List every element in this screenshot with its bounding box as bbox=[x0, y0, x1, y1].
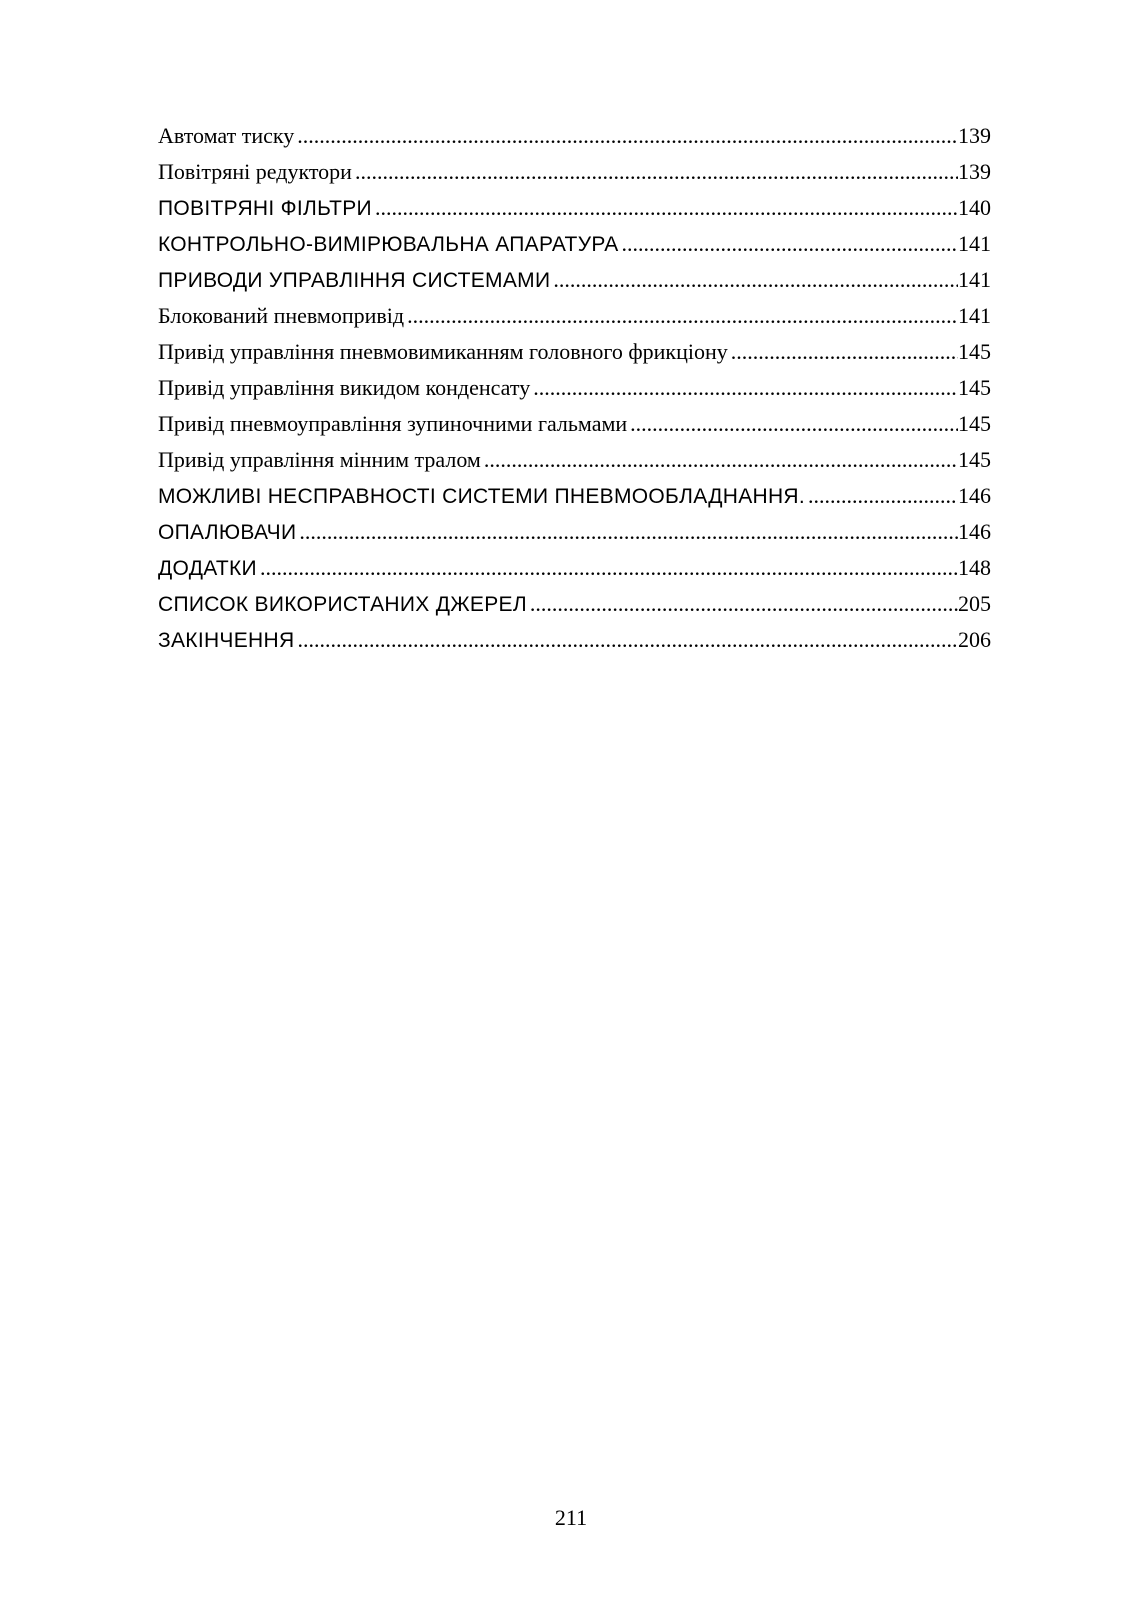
toc-entry[interactable] bbox=[158, 262, 991, 298]
toc-dot-leader bbox=[622, 226, 958, 262]
toc-dot-leader bbox=[530, 586, 958, 622]
toc-entry[interactable] bbox=[158, 298, 991, 334]
toc-entry-title: Автомат тиску bbox=[158, 123, 295, 148]
toc-dot-leader bbox=[533, 370, 958, 406]
toc-entry[interactable] bbox=[158, 622, 991, 658]
toc-entry-title: Привід управління пневмовимиканням головного фрикціону bbox=[158, 339, 728, 364]
toc-dot-leader bbox=[297, 118, 958, 154]
toc-entry-page: 139 bbox=[958, 123, 991, 148]
toc-entry-page: 205 bbox=[958, 591, 991, 616]
toc-entry-page: 146 bbox=[958, 483, 991, 508]
toc-entry[interactable] bbox=[158, 478, 991, 514]
toc-dot-leader bbox=[299, 514, 958, 550]
toc-entry-page: 139 bbox=[958, 159, 991, 184]
toc-dot-leader bbox=[484, 442, 958, 478]
toc-dot-leader bbox=[355, 154, 958, 190]
toc-entry-page: 145 bbox=[958, 375, 991, 400]
toc-entry-title: ПОВІТРЯНІ ФІЛЬТРИ bbox=[158, 197, 372, 220]
toc-entry[interactable] bbox=[158, 514, 991, 550]
toc-dot-leader bbox=[553, 262, 958, 298]
toc-entry-title: Повітряні редуктори bbox=[158, 159, 352, 184]
toc-dot-leader bbox=[731, 334, 958, 370]
toc-entry[interactable] bbox=[158, 118, 991, 154]
toc-entry-page: 146 bbox=[958, 519, 991, 544]
toc-entry-title: СПИСОК ВИКОРИСТАНИХ ДЖЕРЕЛ bbox=[158, 593, 527, 616]
toc-entry[interactable] bbox=[158, 334, 991, 370]
toc-entry-title: Привід управління мінним тралом bbox=[158, 447, 481, 472]
page-number: 211 bbox=[554, 1505, 588, 1530]
toc-entry-title: Блокований пневмопривід bbox=[158, 303, 405, 328]
toc-entry-title: ДОДАТКИ bbox=[158, 557, 257, 580]
toc-entry-title: Привід управління викидом конденсату bbox=[158, 375, 531, 400]
toc-entry[interactable] bbox=[158, 550, 991, 586]
toc-entry-page: 145 bbox=[958, 339, 991, 364]
table-of-contents bbox=[158, 118, 991, 658]
toc-entry-page: 148 bbox=[958, 555, 991, 580]
toc-entry-page: 145 bbox=[958, 447, 991, 472]
toc-entry-title: Привід пневмоуправління зупиночними гальмами bbox=[158, 411, 628, 436]
toc-entry[interactable] bbox=[158, 586, 991, 622]
toc-entry-title: ЗАКІНЧЕННЯ bbox=[158, 629, 295, 652]
toc-entry-page: 141 bbox=[958, 231, 991, 256]
toc-entry-title: КОНТРОЛЬНО-ВИМІРЮВАЛЬНА АПАРАТУРА bbox=[158, 233, 619, 256]
toc-entry-page: 206 bbox=[958, 627, 991, 652]
toc-entry-title: ПРИВОДИ УПРАВЛІННЯ СИСТЕМАМИ bbox=[158, 269, 551, 292]
toc-entry-page: 145 bbox=[958, 411, 991, 436]
toc-entry-title: МОЖЛИВІ НЕСПРАВНОСТІ СИСТЕМИ ПНЕВМООБЛАДНАННЯ. bbox=[158, 485, 806, 508]
toc-entry[interactable] bbox=[158, 226, 991, 262]
toc-entry-page: 141 bbox=[958, 303, 991, 328]
toc-dot-leader bbox=[808, 478, 958, 514]
toc-entry-page: 141 bbox=[958, 267, 991, 292]
toc-entry[interactable] bbox=[158, 442, 991, 478]
toc-entry-title: ОПАЛЮВАЧИ bbox=[158, 521, 297, 544]
toc-entry[interactable] bbox=[158, 406, 991, 442]
toc-dot-leader bbox=[407, 298, 958, 334]
toc-entry[interactable] bbox=[158, 154, 991, 190]
toc-entry[interactable] bbox=[158, 190, 991, 226]
toc-dot-leader bbox=[375, 190, 958, 226]
toc-entry-page: 140 bbox=[958, 195, 991, 220]
toc-dot-leader bbox=[297, 622, 958, 658]
toc-entry[interactable] bbox=[158, 370, 991, 406]
toc-dot-leader bbox=[630, 406, 958, 442]
toc-dot-leader bbox=[260, 550, 958, 586]
